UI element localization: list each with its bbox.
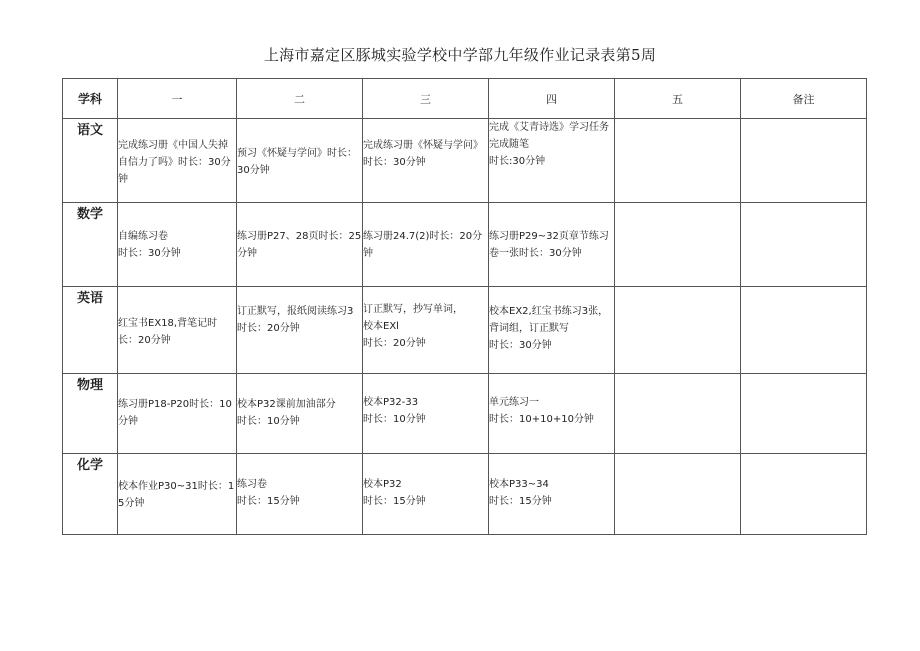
homework-cell-tue: 校本P32课前加油部分 时长：10分钟 [237, 374, 363, 454]
homework-cell-mon: 练习册P18-P20时长：10分钟 [118, 374, 237, 454]
subject-cell: 物理 [63, 374, 118, 454]
header-tue: 二 [237, 79, 363, 119]
subject-cell: 语文 [63, 119, 118, 203]
table-row-physics [63, 374, 867, 454]
table-row-chinese [63, 119, 867, 203]
table-row-english [63, 287, 867, 374]
homework-cell-thu: 练习册P29~32页章节练习卷一张时长：30分钟 [489, 203, 615, 287]
homework-cell-fri [615, 287, 741, 374]
homework-cell-fri [615, 203, 741, 287]
header-row [63, 79, 867, 119]
header-thu: 四 [489, 79, 615, 119]
homework-cell-thu: 完成《艾青诗选》学习任务 完成随笔 时长:30分钟 [489, 119, 615, 203]
header-mon: 一 [118, 79, 237, 119]
page-title: 上海市嘉定区豚城实验学校中学部九年级作业记录表第5周 [263, 46, 657, 64]
homework-cell-mon: 校本作业P30~31时长：15分钟 [118, 454, 237, 535]
homework-table [62, 78, 867, 535]
homework-cell-thu: 校本EX2,红宝书练习3张，背词组，订正默写 时长：30分钟 [489, 287, 615, 374]
subject-cell: 化学 [63, 454, 118, 535]
homework-cell-wed: 校本P32-33 时长：10分钟 [363, 374, 489, 454]
notes-cell [741, 287, 867, 374]
homework-cell-tue: 练习卷 时长：15分钟 [237, 454, 363, 535]
homework-cell-fri [615, 374, 741, 454]
homework-cell-wed: 完成练习册《怀疑与学问》 时长：30分钟 [363, 119, 489, 203]
header-wed: 三 [363, 79, 489, 119]
homework-cell-wed: 练习册24.7(2)时长：20分钟 [363, 203, 489, 287]
homework-cell-tue: 预习《怀疑与学问》时长：30分钟 [237, 119, 363, 203]
table-row-chemistry [63, 454, 867, 535]
homework-cell-mon: 自编练习卷 时长：30分钟 [118, 203, 237, 287]
homework-cell-mon: 红宝书EX18,背笔记时长：20分钟 [118, 287, 237, 374]
homework-cell-tue: 练习册P27、28页时长：25分钟 [237, 203, 363, 287]
homework-cell-tue: 订正默写，报纸阅读练习3 时长：20分钟 [237, 287, 363, 374]
subject-cell: 英语 [63, 287, 118, 374]
homework-cell-fri [615, 454, 741, 535]
notes-cell [741, 374, 867, 454]
notes-cell [741, 454, 867, 535]
table-row-math [63, 203, 867, 287]
homework-cell-wed: 校本P32 时长：15分钟 [363, 454, 489, 535]
homework-cell-wed: 订正默写，抄写单词， 校本EXl 时长：20分钟 [363, 287, 489, 374]
homework-cell-thu: 校本P33~34 时长：15分钟 [489, 454, 615, 535]
header-subject: 学科 [63, 79, 118, 119]
subject-cell: 数学 [63, 203, 118, 287]
homework-cell-fri [615, 119, 741, 203]
header-fri: 五 [615, 79, 741, 119]
notes-cell [741, 119, 867, 203]
homework-cell-mon: 完成练习册《中国人失掉自信力了吗》时长：30分钟 [118, 119, 237, 203]
notes-cell [741, 203, 867, 287]
homework-cell-thu: 单元练习一 时长：10+10+10分钟 [489, 374, 615, 454]
header-notes: 备注 [741, 79, 867, 119]
